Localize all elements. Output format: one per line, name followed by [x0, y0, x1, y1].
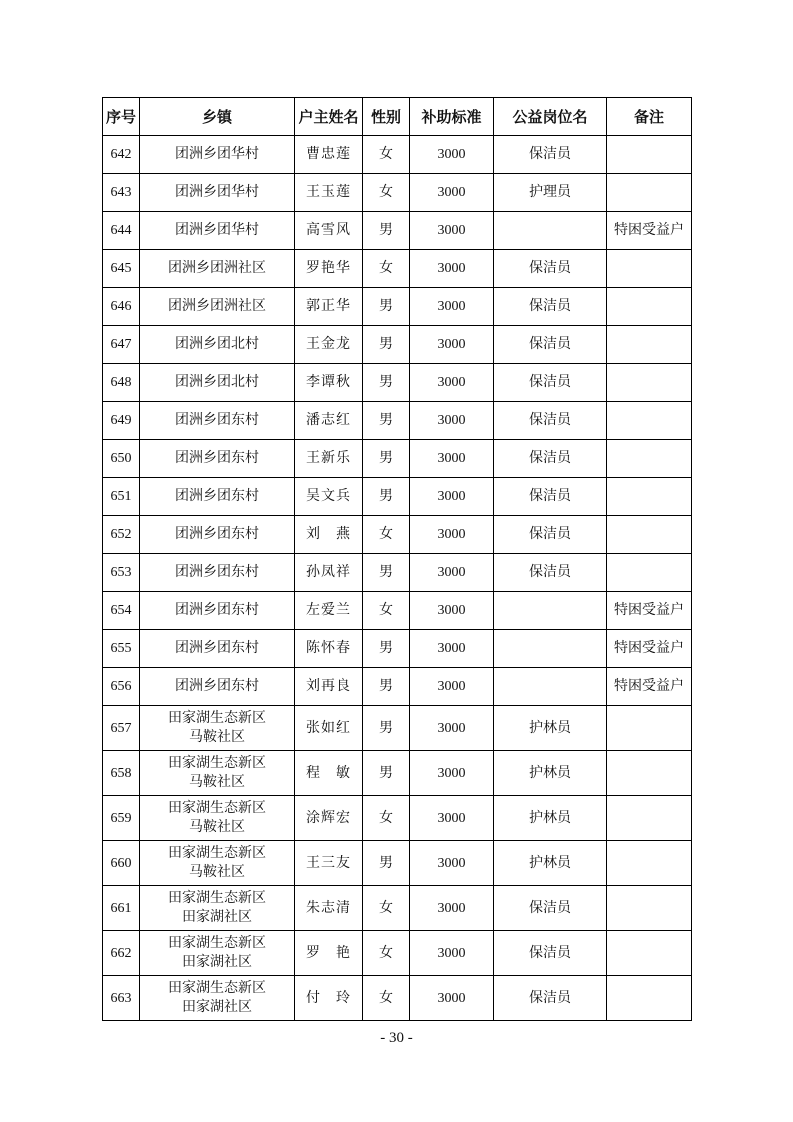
table-row: [103, 250, 692, 288]
post-cell: 护理员: [494, 174, 607, 212]
subsidy-cell: 3000: [410, 212, 494, 250]
col-header-serial: 序号: [103, 98, 140, 136]
table-row: [103, 592, 692, 630]
serial-cell: 660: [103, 841, 140, 886]
gender-cell: 男: [363, 402, 410, 440]
remark-cell: 特困受益户: [607, 212, 692, 250]
serial-cell: 655: [103, 630, 140, 668]
remark-cell: [607, 136, 692, 174]
serial-cell: 644: [103, 212, 140, 250]
remark-cell: [607, 931, 692, 976]
table-row: [103, 288, 692, 326]
remark-cell: [607, 174, 692, 212]
township-cell: 团洲乡团东村: [140, 592, 295, 630]
remark-cell: [607, 250, 692, 288]
householder-cell: 孙凤祥: [295, 554, 363, 592]
remark-cell: [607, 796, 692, 841]
subsidy-cell: 3000: [410, 288, 494, 326]
gender-cell: 男: [363, 751, 410, 796]
table-row: [103, 841, 692, 886]
serial-cell: 652: [103, 516, 140, 554]
post-cell: [494, 592, 607, 630]
table-row: [103, 931, 692, 976]
householder-cell: 刘再良: [295, 668, 363, 706]
gender-cell: 女: [363, 136, 410, 174]
gender-cell: 男: [363, 478, 410, 516]
page-number: - 30 -: [380, 1030, 413, 1046]
post-cell: 保洁员: [494, 886, 607, 931]
post-cell: 保洁员: [494, 250, 607, 288]
householder-cell: 朱志清: [295, 886, 363, 931]
township-cell: 团洲乡团洲社区: [140, 288, 295, 326]
serial-cell: 647: [103, 326, 140, 364]
subsidy-cell: 3000: [410, 554, 494, 592]
serial-cell: 658: [103, 751, 140, 796]
remark-cell: [607, 751, 692, 796]
township-cell: 团洲乡团东村: [140, 516, 295, 554]
gender-cell: 女: [363, 250, 410, 288]
subsidy-cell: 3000: [410, 136, 494, 174]
subsidy-cell: 3000: [410, 402, 494, 440]
householder-cell: 高雪风: [295, 212, 363, 250]
householder-cell: 吴文兵: [295, 478, 363, 516]
gender-cell: 女: [363, 931, 410, 976]
post-cell: 护林员: [494, 751, 607, 796]
gender-cell: 男: [363, 841, 410, 886]
table-row: [103, 478, 692, 516]
subsidy-cell: 3000: [410, 886, 494, 931]
table-row: [103, 402, 692, 440]
gender-cell: 男: [363, 288, 410, 326]
serial-cell: 648: [103, 364, 140, 402]
serial-cell: 654: [103, 592, 140, 630]
post-cell: 保洁员: [494, 516, 607, 554]
remark-cell: [607, 841, 692, 886]
subsidy-cell: 3000: [410, 706, 494, 751]
subsidy-cell: 3000: [410, 174, 494, 212]
subsidy-cell: 3000: [410, 668, 494, 706]
gender-cell: 男: [363, 706, 410, 751]
table-row: [103, 440, 692, 478]
subsidy-cell: 3000: [410, 440, 494, 478]
subsidy-cell: 3000: [410, 931, 494, 976]
serial-cell: 643: [103, 174, 140, 212]
subsidy-cell: 3000: [410, 751, 494, 796]
post-cell: 保洁员: [494, 440, 607, 478]
post-cell: 保洁员: [494, 364, 607, 402]
gender-cell: 男: [363, 554, 410, 592]
subsidy-cell: 3000: [410, 796, 494, 841]
subsidy-cell: 3000: [410, 326, 494, 364]
remark-cell: [607, 364, 692, 402]
table-row: [103, 136, 692, 174]
post-cell: 保洁员: [494, 402, 607, 440]
post-cell: 保洁员: [494, 478, 607, 516]
remark-cell: [607, 554, 692, 592]
table-row: [103, 976, 692, 1021]
remark-cell: [607, 516, 692, 554]
post-cell: 保洁员: [494, 554, 607, 592]
serial-cell: 663: [103, 976, 140, 1021]
subsidy-cell: 3000: [410, 976, 494, 1021]
table-row: [103, 516, 692, 554]
serial-cell: 646: [103, 288, 140, 326]
col-header-householder: 户主姓名: [295, 98, 363, 136]
table-row: [103, 706, 692, 751]
subsidy-cell: 3000: [410, 364, 494, 402]
post-cell: 保洁员: [494, 326, 607, 364]
township-cell: 团洲乡团东村: [140, 630, 295, 668]
post-cell: [494, 668, 607, 706]
householder-cell: 潘志红: [295, 402, 363, 440]
remark-cell: [607, 976, 692, 1021]
table-row: [103, 668, 692, 706]
householder-cell: 李谭秋: [295, 364, 363, 402]
householder-cell: 罗艳华: [295, 250, 363, 288]
householder-cell: 左爱兰: [295, 592, 363, 630]
township-cell: 团洲乡团东村: [140, 554, 295, 592]
post-cell: [494, 630, 607, 668]
gender-cell: 女: [363, 976, 410, 1021]
subsidy-cell: 3000: [410, 516, 494, 554]
householder-cell: 王三友: [295, 841, 363, 886]
gender-cell: 男: [363, 212, 410, 250]
serial-cell: 653: [103, 554, 140, 592]
householder-cell: 陈怀春: [295, 630, 363, 668]
table-row: [103, 886, 692, 931]
table-row: [103, 326, 692, 364]
post-cell: 护林员: [494, 796, 607, 841]
gender-cell: 男: [363, 326, 410, 364]
post-cell: 保洁员: [494, 976, 607, 1021]
serial-cell: 657: [103, 706, 140, 751]
township-cell: 团洲乡团洲社区: [140, 250, 295, 288]
remark-cell: [607, 402, 692, 440]
post-cell: 保洁员: [494, 931, 607, 976]
subsidy-cell: 3000: [410, 250, 494, 288]
householder-cell: 王新乐: [295, 440, 363, 478]
householder-cell: 王金龙: [295, 326, 363, 364]
serial-cell: 645: [103, 250, 140, 288]
township-cell: 团洲乡团北村: [140, 364, 295, 402]
col-header-township: 乡镇: [140, 98, 295, 136]
householder-cell: 曹忠莲: [295, 136, 363, 174]
serial-cell: 662: [103, 931, 140, 976]
table-row: [103, 174, 692, 212]
col-header-gender: 性别: [363, 98, 410, 136]
serial-cell: 659: [103, 796, 140, 841]
table-row: [103, 751, 692, 796]
gender-cell: 男: [363, 440, 410, 478]
remark-cell: [607, 478, 692, 516]
col-header-remark: 备注: [607, 98, 692, 136]
serial-cell: 649: [103, 402, 140, 440]
table-body: [103, 136, 692, 1021]
table-row: [103, 554, 692, 592]
gender-cell: 女: [363, 174, 410, 212]
remark-cell: [607, 706, 692, 751]
post-cell: 护林员: [494, 706, 607, 751]
gender-cell: 女: [363, 886, 410, 931]
township-cell: 团洲乡团北村: [140, 326, 295, 364]
householder-cell: 程 敏: [295, 751, 363, 796]
township-cell: 团洲乡团华村: [140, 212, 295, 250]
table-row: [103, 212, 692, 250]
township-cell: 团洲乡团东村: [140, 668, 295, 706]
table-header: [103, 98, 692, 136]
township-cell: 团洲乡团华村: [140, 174, 295, 212]
remark-cell: [607, 288, 692, 326]
township-cell: 田家湖生态新区 田家湖社区: [140, 976, 295, 1021]
remark-cell: 特困受益户: [607, 630, 692, 668]
gender-cell: 女: [363, 516, 410, 554]
township-cell: 团洲乡团东村: [140, 478, 295, 516]
table-row: [103, 364, 692, 402]
householder-cell: 罗 艳: [295, 931, 363, 976]
serial-cell: 642: [103, 136, 140, 174]
remark-cell: 特困受益户: [607, 592, 692, 630]
subsidy-cell: 3000: [410, 592, 494, 630]
header-row: [103, 98, 692, 136]
gender-cell: 女: [363, 796, 410, 841]
householder-cell: 涂辉宏: [295, 796, 363, 841]
householder-cell: 付 玲: [295, 976, 363, 1021]
gender-cell: 男: [363, 630, 410, 668]
township-cell: 田家湖生态新区 马鞍社区: [140, 706, 295, 751]
subsidy-cell: 3000: [410, 630, 494, 668]
post-cell: 保洁员: [494, 136, 607, 174]
remark-cell: [607, 326, 692, 364]
gender-cell: 男: [363, 668, 410, 706]
post-cell: 护林员: [494, 841, 607, 886]
col-header-subsidy: 补助标准: [410, 98, 494, 136]
serial-cell: 656: [103, 668, 140, 706]
gender-cell: 男: [363, 364, 410, 402]
post-cell: [494, 212, 607, 250]
table-row: [103, 630, 692, 668]
township-cell: 田家湖生态新区 田家湖社区: [140, 886, 295, 931]
remark-cell: 特困受益户: [607, 668, 692, 706]
subsidy-cell: 3000: [410, 478, 494, 516]
township-cell: 团洲乡团东村: [140, 440, 295, 478]
beneficiary-table: [102, 97, 692, 1021]
township-cell: 团洲乡团华村: [140, 136, 295, 174]
serial-cell: 650: [103, 440, 140, 478]
township-cell: 团洲乡团东村: [140, 402, 295, 440]
township-cell: 田家湖生态新区 马鞍社区: [140, 751, 295, 796]
remark-cell: [607, 440, 692, 478]
township-cell: 田家湖生态新区 马鞍社区: [140, 841, 295, 886]
serial-cell: 651: [103, 478, 140, 516]
householder-cell: 刘 燕: [295, 516, 363, 554]
householder-cell: 张如红: [295, 706, 363, 751]
col-header-post: 公益岗位名: [494, 98, 607, 136]
gender-cell: 女: [363, 592, 410, 630]
table-row: [103, 796, 692, 841]
township-cell: 田家湖生态新区 田家湖社区: [140, 931, 295, 976]
remark-cell: [607, 886, 692, 931]
householder-cell: 郭正华: [295, 288, 363, 326]
serial-cell: 661: [103, 886, 140, 931]
post-cell: 保洁员: [494, 288, 607, 326]
householder-cell: 王玉莲: [295, 174, 363, 212]
township-cell: 田家湖生态新区 马鞍社区: [140, 796, 295, 841]
subsidy-cell: 3000: [410, 841, 494, 886]
